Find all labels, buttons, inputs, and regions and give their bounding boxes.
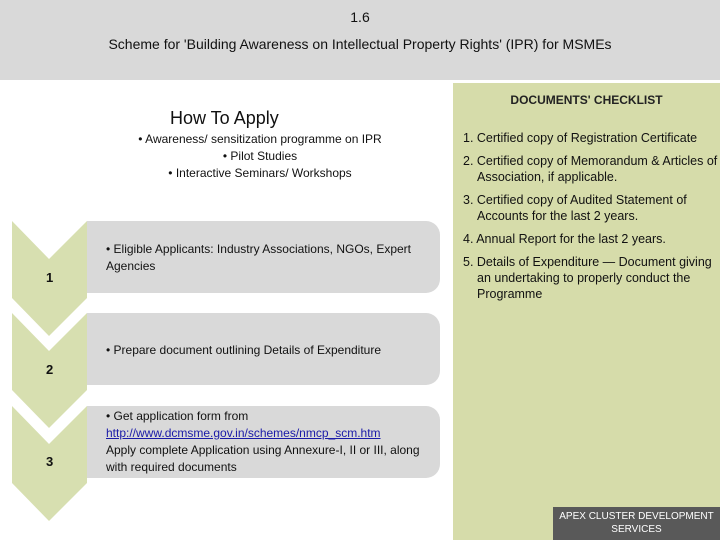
checklist bbox=[463, 130, 718, 309]
slide-number: 1.6 bbox=[350, 9, 370, 25]
link-line bbox=[106, 425, 426, 442]
documents-checklist-panel bbox=[453, 83, 720, 540]
how-to-apply-heading: How To Apply bbox=[170, 108, 279, 128]
step-number: 1 bbox=[46, 270, 54, 285]
application-form-link[interactable]: http://www.dcmsme.gov.in/schemes/nmcp_scm.htm bbox=[106, 426, 381, 440]
step-3-box bbox=[87, 406, 440, 478]
step-text: • Get application form from bbox=[106, 409, 249, 423]
checklist-item: 1. Certified copy of Registration Certificate bbox=[463, 131, 698, 145]
slide-header bbox=[0, 0, 720, 80]
checklist-item: 5. Details of Expenditure — Document giving an undertaking to properly conduct the Programme bbox=[463, 255, 712, 301]
step-text: Apply complete Application using Annexure-I, II or III, along with required documents bbox=[106, 443, 420, 474]
activity-list bbox=[130, 131, 390, 182]
checklist-item: 2. Certified copy of Memorandum & Articles of Association, if applicable. bbox=[463, 154, 718, 184]
step-3-content bbox=[106, 408, 426, 476]
activity-item: • Interactive Seminars/ Workshops bbox=[168, 166, 352, 180]
checklist-title: DOCUMENTS' CHECKLIST bbox=[510, 93, 663, 107]
activity-item: • Pilot Studies bbox=[222, 149, 298, 163]
step-text: • Prepare document outlining Details of Expenditure bbox=[106, 343, 382, 357]
checklist-item: 3. Certified copy of Audited Statement of Accounts for the last 2 years. bbox=[463, 193, 687, 223]
slide-title: Scheme for 'Building Awareness on Intellectual Property Rights' (IPR) for MSMEs bbox=[108, 36, 612, 52]
checklist-item: 4. Annual Report for the last 2 years. bbox=[463, 232, 666, 246]
footer-brand: APEX CLUSTER DEVELOPMENT SERVICES bbox=[553, 507, 720, 540]
step-number: 2 bbox=[46, 362, 54, 377]
step-text: • Eligible Applicants: Industry Associations, NGOs, Expert Agencies bbox=[106, 242, 412, 273]
step-number: 3 bbox=[46, 454, 54, 469]
step-1-box bbox=[87, 221, 440, 293]
activity-item: • Awareness/ sensitization programme on IPR bbox=[138, 132, 382, 146]
step-2-box bbox=[87, 313, 440, 385]
